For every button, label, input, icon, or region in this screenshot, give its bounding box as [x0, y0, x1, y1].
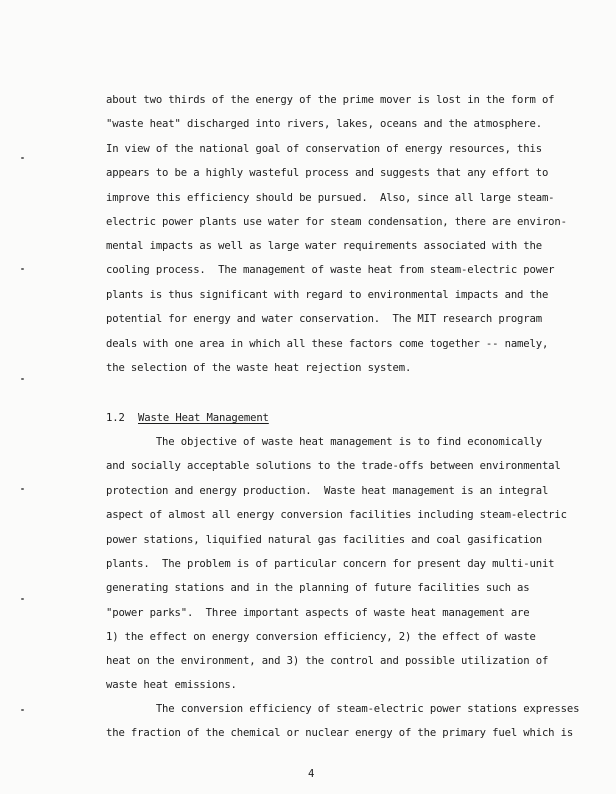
text-line: potential for energy and water conservation. The MIT research program — [106, 313, 542, 325]
text-line: plants is thus significant with regard to environmental impacts and the — [106, 289, 549, 301]
scan-speck — [21, 709, 24, 711]
text-line: waste heat emissions. — [106, 679, 237, 691]
text-line: "power parks". Three important aspects of waste heat management are — [106, 607, 530, 619]
text-line: aspect of almost all energy conversion facilities including steam-electric — [106, 509, 567, 521]
text-line: "waste heat" discharged into rivers, lakes, oceans and the atmosphere. — [106, 118, 542, 130]
page-number: 4 — [308, 768, 315, 780]
text-line: cooling process. The management of waste heat from steam-electric power — [106, 264, 555, 276]
section-title: Waste Heat Management — [138, 412, 269, 424]
scan-speck — [21, 488, 24, 490]
text-line: In view of the national goal of conservation of energy resources, this — [106, 143, 542, 155]
text-line: plants. The problem is of particular concern for present day multi-unit — [106, 558, 555, 570]
text-line: and socially acceptable solutions to the trade-offs between environmental — [106, 460, 561, 472]
text-line: about two thirds of the energy of the prime mover is lost in the form of — [106, 94, 555, 106]
scan-speck — [21, 378, 24, 380]
text-line: deals with one area in which all these factors come together -- namely, — [106, 338, 549, 350]
text-line: the selection of the waste heat rejection system. — [106, 362, 412, 374]
text-line: heat on the environment, and 3) the control and possible utilization of — [106, 655, 549, 667]
text-line: The objective of waste heat management is to find economically — [106, 436, 542, 448]
text-line: electric power plants use water for steam condensation, there are environ- — [106, 216, 567, 228]
text-line: protection and energy production. Waste heat management is an integral — [106, 485, 549, 497]
section-number: 1.2 — [106, 412, 125, 424]
text-line: mental impacts as well as large water requirements associated with the — [106, 240, 542, 252]
text-line: the fraction of the chemical or nuclear energy of the primary fuel which is — [106, 727, 574, 739]
text-line: The conversion efficiency of steam-electric power stations expresses — [106, 703, 580, 715]
section-heading — [106, 412, 269, 425]
text-line: 1) the effect on energy conversion efficiency, 2) the effect of waste — [106, 631, 536, 643]
scan-speck — [21, 268, 24, 270]
text-line: power stations, liquified natural gas facilities and coal gasification — [106, 534, 542, 546]
scan-speck — [21, 598, 24, 600]
text-line: generating stations and in the planning of future facilities such as — [106, 582, 530, 594]
text-line: improve this efficiency should be pursued. Also, since all large steam- — [106, 192, 555, 204]
scan-speck — [21, 157, 24, 159]
text-line: appears to be a highly wasteful process and suggests that any effort to — [106, 167, 549, 179]
